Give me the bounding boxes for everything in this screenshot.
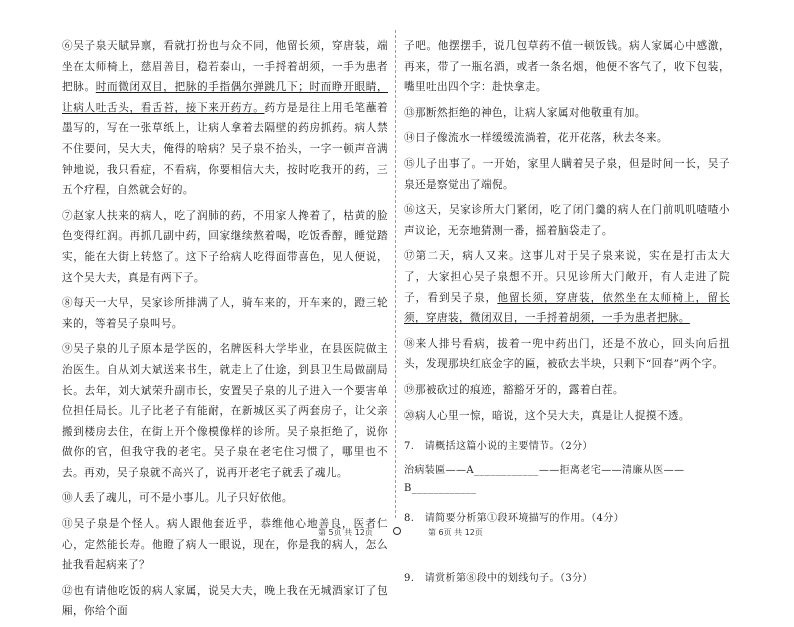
paragraph-6-text: ⑥吴子泉天賦异禀，看就打扮也与众不同，他留长须，穿唐装，端坐在太师椅上，慈眉善目，稳若泰山，一手捋着胡须，一手为患者把脉。	[62, 40, 388, 94]
question-7: 7. 请概括这篇小说的主要情节。（2分）	[404, 441, 593, 453]
page-number-right: 第 6页 共 12页	[428, 528, 483, 537]
question-9: 9. 请赏析第⑧段中的划线句子。（3分）	[404, 573, 593, 585]
paragraph-17-text: ⑰第二天，病人又来。这事儿对于吴子泉来说，实在是打击太大了，大家担心吴子泉想不开。只见诊所大门敞开，有人走进了院子，看到吴子泉，	[404, 250, 730, 304]
paragraph-12-continued: 子吧。他摆摆手，说几包草药不值一顿饭钱。病人家属心中感激，再来，带了一瓶名酒，或者一条名烟，他便不客气了，收下包装，嘴里吐出四个字：赴快拿走。	[404, 40, 730, 94]
question-7-answer-line[interactable]: 治病装匾——A____________——拒离老宅——清廉从医——B____________	[404, 465, 685, 495]
paragraph-9: ⑨吴子泉的儿子原本是学医的，名牌医科大学毕业，在县医院做主治医生。自从刘大斌送来书生，就走上了仕途，到县卫生局做副局长。去年，刘大斌荣升副市长，安置吴子泉的儿子进入一个要害单位担任局长。儿子比老子有能耐，在新城区买了两套房子，让父亲搬到楼房去住，在街上开个像模像样的诊所。吴子泉拒绝了，说你做你的官，但我守我的老宅。吴子泉在老宅住习惯了，哪里也不去。再劝，吴子泉就不高兴了，说再开老宅子就丢了魂儿。	[62, 343, 388, 479]
question-8: 8. 请简要分析第①段环境描写的作用。（4分）	[404, 513, 625, 525]
paragraph-17	[404, 246, 730, 328]
paragraph-19: ⑲那被砍过的痕迹，豁豁牙牙的，露着白茬。	[404, 383, 624, 396]
paragraph-14: ⑭日子像流水一样缓缓流淌着，花开花落，秋去冬来。	[404, 132, 668, 145]
paragraph-6-text-end: 药方是是往上用毛笔蘸着墨写的，写在一张草纸上，让病人拿着去隔壁的药房抓药。病人禁不住要问，吴大夫，俺得的啥病？吴子泉不抬头，一字一顿声音满钟地说，我只看症，不看病，你要相信大夫，按时吃我开的药，三五个疗程，自然就会好的。	[62, 101, 388, 197]
column-divider	[395, 30, 396, 518]
paragraph-16: ⑯这天，吴家诊所大门紧闭，吃了闭门羹的病人在门前叽叽喳喳小声议论，无奈地猜测一番，摇着脑袋走了。	[404, 204, 730, 237]
underlined-sentence-2: 他留长须，穿唐装，依然坐在太师椅上，留长须，穿唐装，微闭双目，一手捋着胡须，一手为患者把脉。	[404, 291, 731, 325]
paragraph-18: ⑱来人排号看病，拔着一兜中药出门，还是不放心，回头向后扭头，发现那块红底金字的匾，被砍去半块，只剩下“回春”两个字。	[404, 337, 730, 371]
paragraph-11: ⑪吴子泉是个怪人。病人跟他套近乎，恭维他心地善良，医者仁心，定然能长寿。他瞪了病人一眼说，现在，你是我的病人，怎么扯我看起病来了？	[62, 518, 388, 572]
paragraph-13: ⑬那断然拒绝的神色，让病人家属对他敬重有加。	[404, 106, 646, 119]
paragraph-7: ⑦赵家人扶来的病人，吃了润肺的药，不用家人搀着了，枯黄的脸色变得红润。再抓几副中药，回家继续熬着喝，吃饭香醇，睡觉踏实，能在大街上转悠了。这下子给病人吃得面带喜色，见人便说，这个吴大夫，真是有两下子。	[62, 209, 388, 284]
paragraph-15: ⑮儿子出事了。一开始，家里人瞒着吴子泉，但是时间一长，吴子泉还是察觉出了端倪。	[404, 157, 730, 191]
paragraph-12: ⑫也有请他吃饭的病人家属，说吴大夫，晚上我在无城酒家订了包厢，你给个面	[62, 584, 388, 618]
paragraph-10: ⑩人丢了魂儿，可不是小事儿。儿子只好依他。	[62, 492, 293, 505]
paragraph-20: ⑳病人心里一惊，暗说，这个吴大夫，真是让人捉摸不透。	[404, 409, 690, 422]
paragraph-6	[62, 36, 388, 201]
underlined-sentence: 时而微闭双目，把脉的手指偶尔弹跳几下；时而睁开眼睛，让病人吐舌头，看舌苔，接下来开药方。	[62, 81, 388, 114]
binding-hole-icon	[393, 527, 401, 535]
paragraph-8: ⑧每天一大早，吴家诊所排满了人，骑车来的，开车来的，蹬三轮来的，等着吴子泉叫号。	[62, 297, 388, 330]
left-column	[62, 36, 388, 627]
right-column	[404, 36, 730, 588]
page-number-left: 第 5页 共 12页	[318, 528, 373, 537]
